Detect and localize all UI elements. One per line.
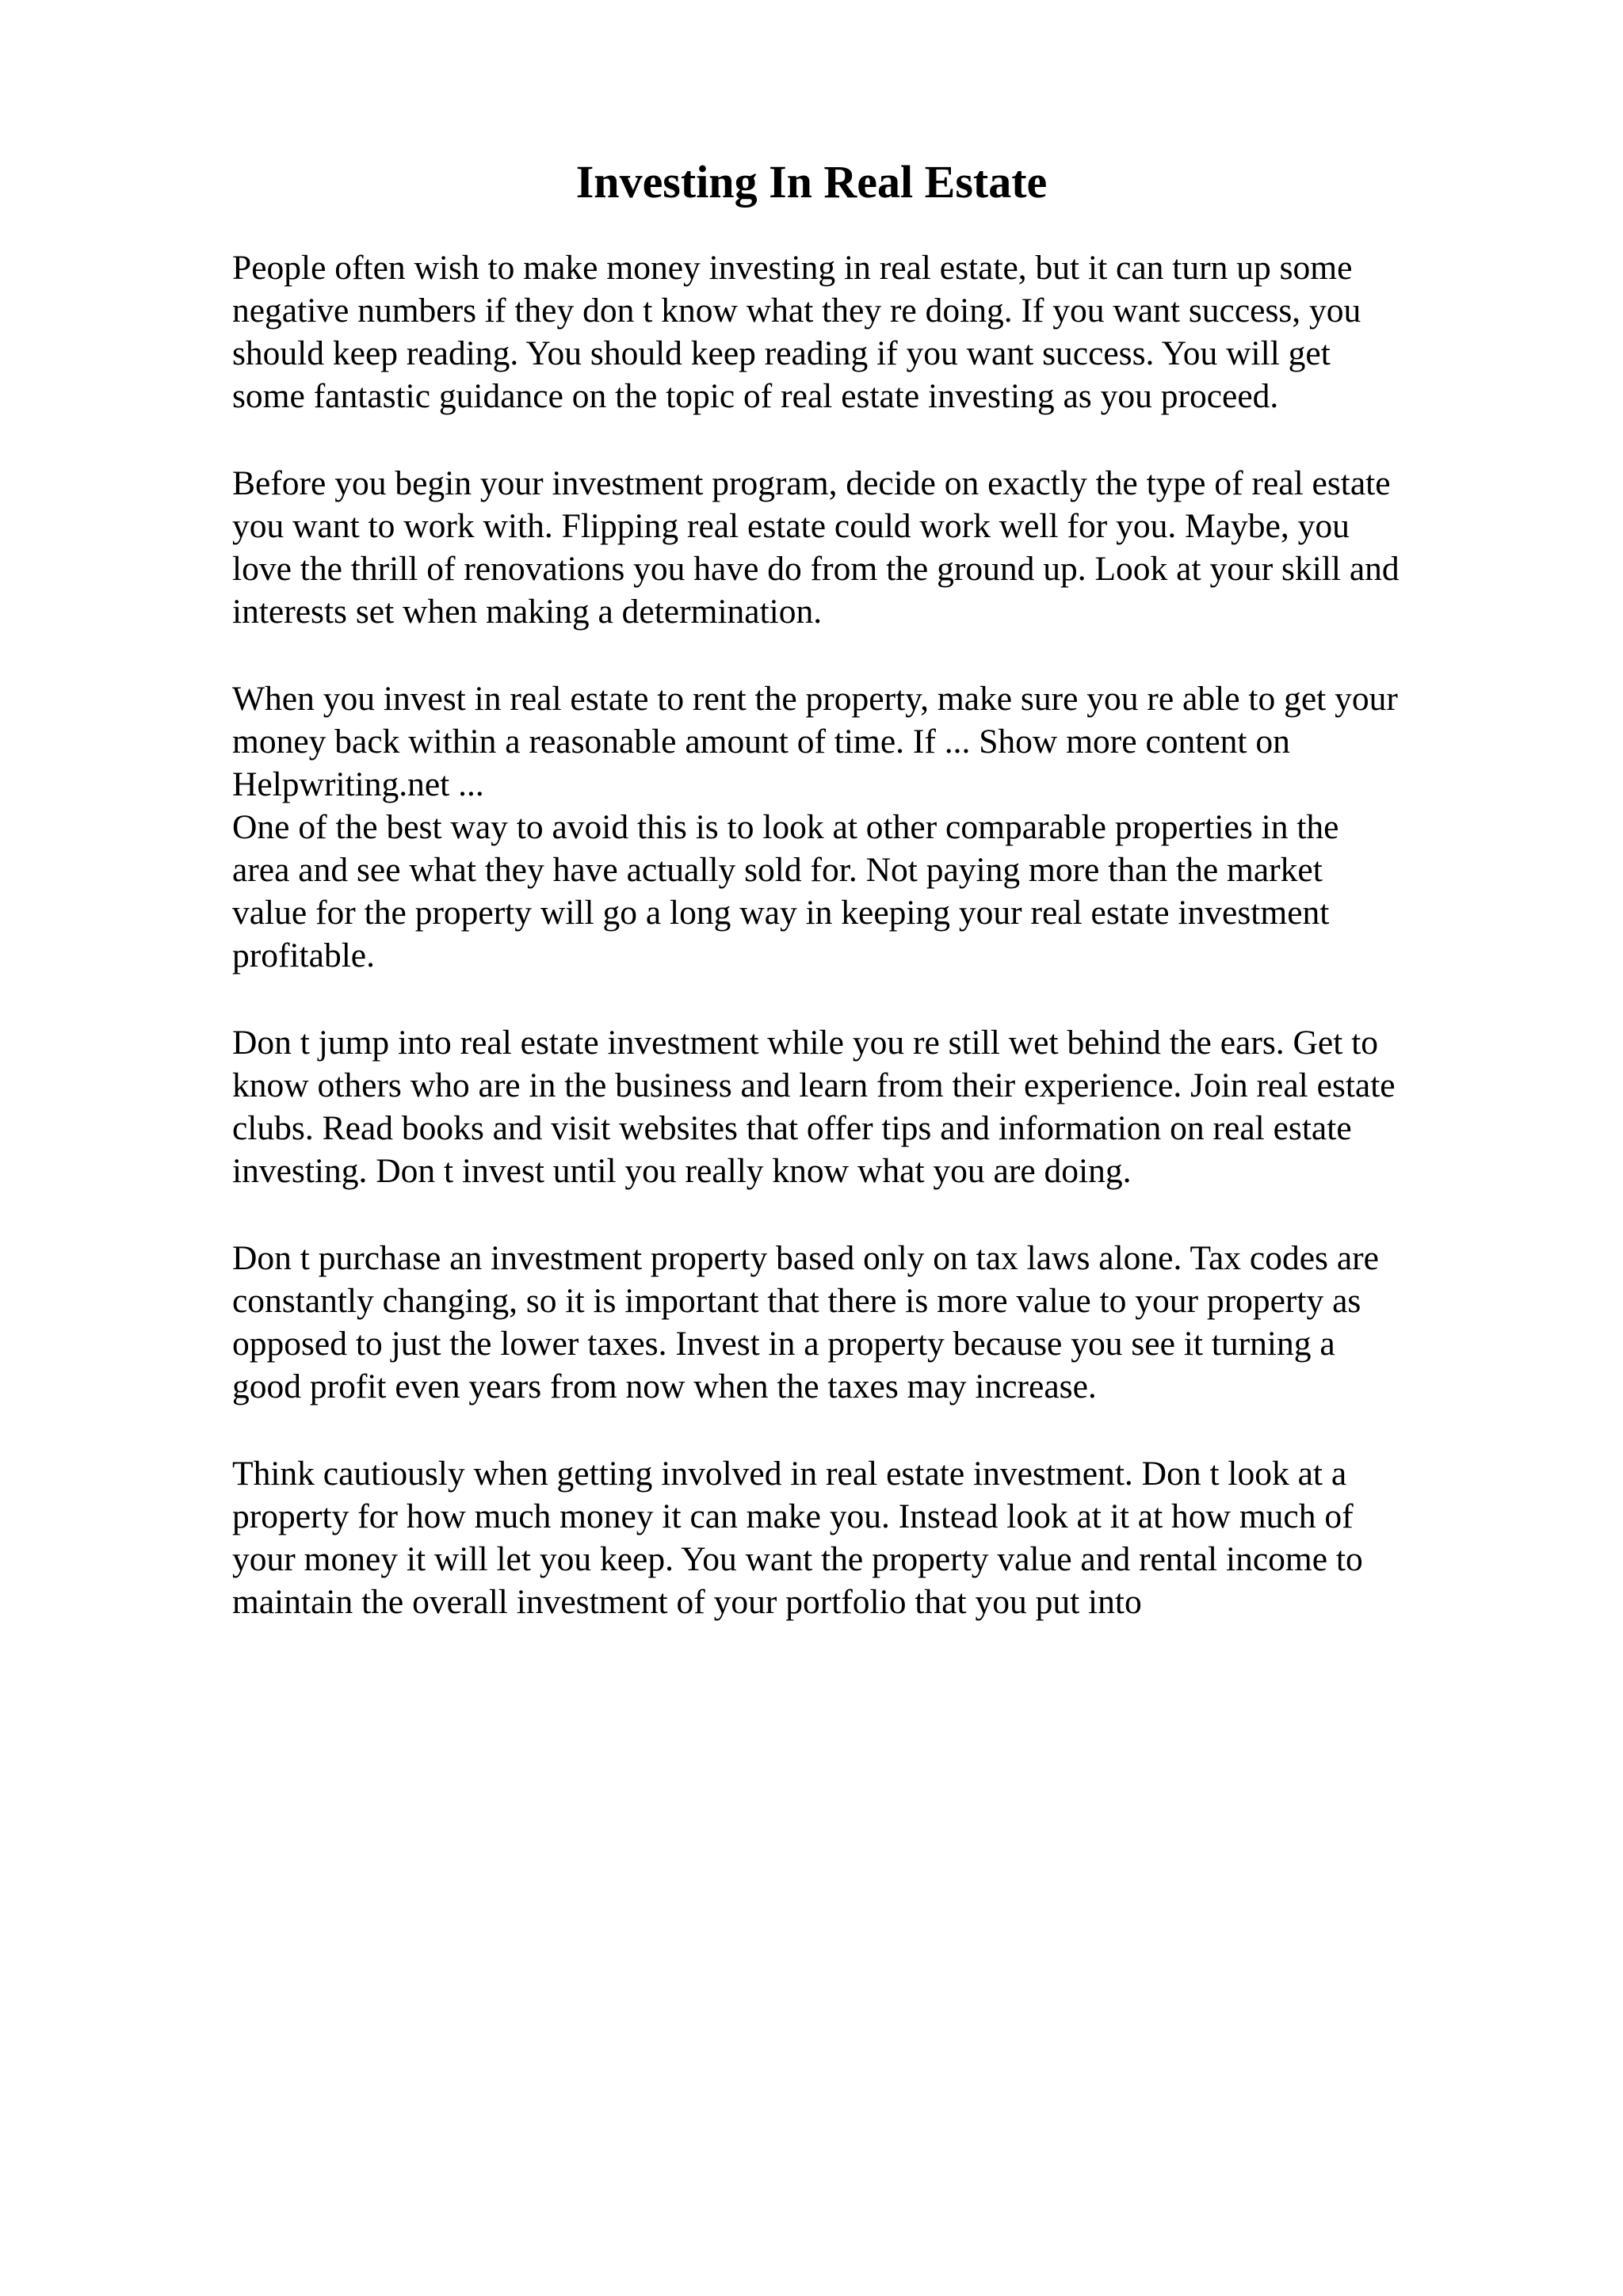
paragraph-1-line-1: People often wish to make money investing in real estate, but it can turn up some (232, 249, 1353, 287)
paragraph-2-line-1: Before you begin your investment program, decide on exactly the type of real estate (232, 464, 1391, 502)
paragraph-7-line-3: your money it will let you keep. You want the property value and rental income to (232, 1540, 1363, 1578)
paragraph-7-line-4: maintain the overall investment of your portfolio that you put into (232, 1583, 1142, 1621)
paragraph-4-line-3: value for the property will go a long way in keeping your real estate investment (232, 894, 1330, 932)
paragraph-7-line-2: property for how much money it can make you. Instead look at it at how much of (232, 1497, 1354, 1535)
paragraph-3-line-2: money back within a reasonable amount of time. If ... Show more content on (232, 723, 1290, 761)
paragraph-6-line-1: Don t purchase an investment property based only on tax laws alone. Tax codes are (232, 1239, 1379, 1277)
paragraph-2-line-4: interests set when making a determination. (232, 593, 823, 631)
paragraph-7-line-1: Think cautiously when getting involved in real estate investment. Don t look at a (232, 1455, 1347, 1493)
paragraph-5-line-3: clubs. Read books and visit websites that offer tips and information on real estate (232, 1109, 1352, 1147)
paragraph-1-line-3: should keep reading. You should keep reading if you want success. You will get (232, 334, 1331, 372)
paragraph-3-line-1: When you invest in real estate to rent the property, make sure you re able to get your (232, 680, 1398, 718)
document-title: Investing In Real Estate (575, 156, 1048, 208)
paragraph-5-line-2: know others who are in the business and learn from their experience. Join real estate (232, 1066, 1396, 1104)
paragraph-4-line-1: One of the best way to avoid this is to look at other comparable properties in the (232, 808, 1339, 846)
paragraph-4-line-2: area and see what they have actually sold for. Not paying more than the market (232, 851, 1323, 889)
paragraph-6-line-4: good profit even years from now when the taxes may increase. (232, 1367, 1097, 1405)
paragraph-4-line-4: profitable. (232, 936, 375, 974)
paragraph-5-line-1: Don t jump into real estate investment while you re still wet behind the ears. Get to (232, 1024, 1379, 1062)
paragraph-3-line-3: Helpwriting.net ... (232, 765, 484, 803)
paragraph-5-line-4: investing. Don t invest until you really know what you are doing. (232, 1152, 1132, 1190)
paragraph-1-line-4: some fantastic guidance on the topic of real estate investing as you proceed. (232, 377, 1279, 415)
paragraph-2-line-2: you want to work with. Flipping real estate could work well for you. Maybe, you (232, 507, 1350, 545)
paragraph-6-line-2: constantly changing, so it is important that there is more value to your property as (232, 1282, 1361, 1320)
paragraph-1-line-2: negative numbers if they don t know what they re doing. If you want success, you (232, 292, 1361, 330)
paragraph-6-line-3: opposed to just the lower taxes. Invest in a property because you see it turning a (232, 1325, 1335, 1363)
paragraph-2-line-3: love the thrill of renovations you have do from the ground up. Look at your skill and (232, 550, 1400, 588)
